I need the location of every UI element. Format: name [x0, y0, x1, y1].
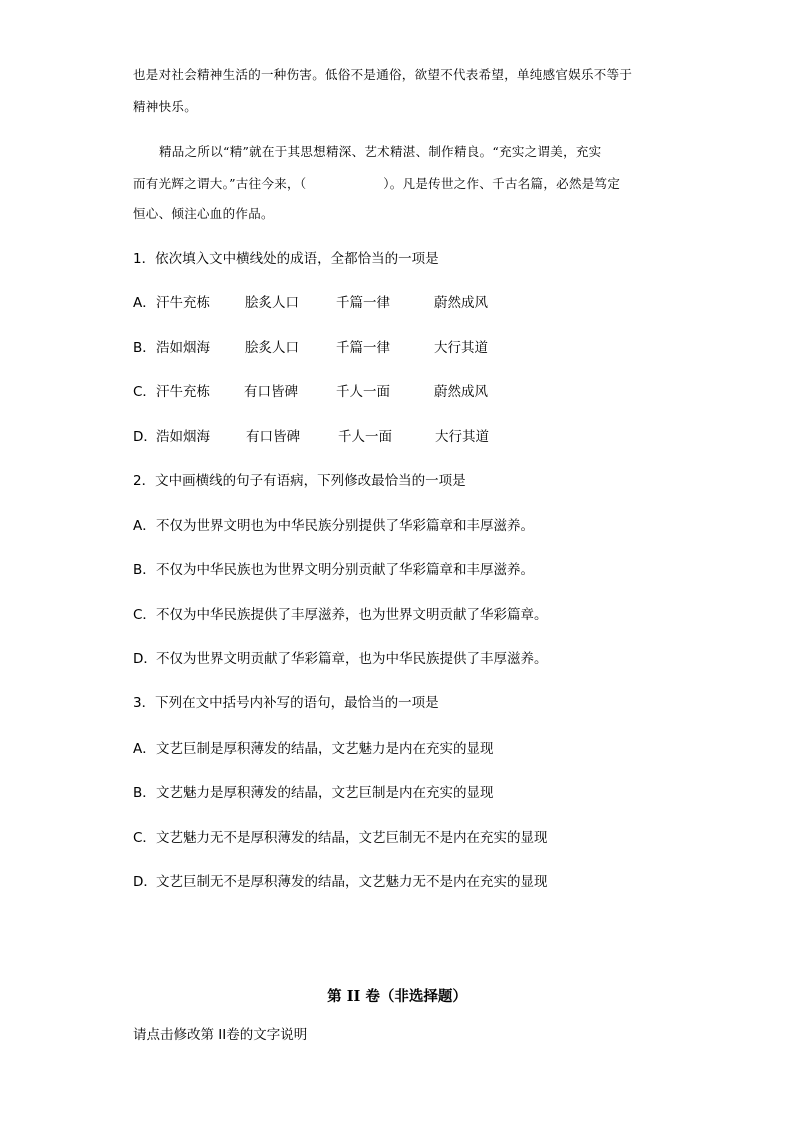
option-word: 千人一面	[336, 384, 390, 400]
option-letter: C．	[133, 384, 156, 400]
question-2-stem: 2．文中画横线的句子有语病，下列修改最恰当的一项是	[133, 473, 466, 489]
section-2-title: 第 II 卷（非选择题）	[327, 988, 467, 1005]
option-letter: D．	[133, 651, 157, 667]
option-text: 不仅为世界文明也为中华民族分别提供了华彩篇章和丰厚滋养。	[156, 518, 534, 534]
option-text: 不仅为中华民族也为世界文明分别贡献了华彩篇章和丰厚滋养。	[156, 562, 534, 578]
option-letter: B．	[133, 785, 156, 801]
option-letter: D．	[133, 874, 157, 890]
option-word: 有口皆碑	[244, 384, 298, 400]
option-text: 文艺巨制是厚积薄发的结晶，文艺魅力是内在充实的显现	[156, 741, 494, 757]
question-3-stem: 3．下列在文中括号内补写的语句，最恰当的一项是	[133, 695, 439, 711]
option-word: 汗牛充栋	[156, 295, 210, 311]
option-word: 脍炙人口	[245, 340, 299, 356]
option-word: 蔚然成风	[434, 384, 488, 400]
option-word: 脍炙人口	[245, 295, 299, 311]
option-word: 浩如烟海	[156, 340, 210, 356]
option-word: 大行其道	[435, 429, 489, 445]
option-text: 文艺魅力无不是厚积薄发的结晶，文艺巨制无不是内在充实的显现	[156, 830, 548, 846]
option-word: 有口皆碑	[246, 429, 300, 445]
option-text: 不仅为世界文明贡献了华彩篇章，也为中华民族提供了丰厚滋养。	[156, 651, 548, 667]
passage-line-1: 也是对社会精神生活的一种伤害。低俗不是通俗，欲望不代表希望，单纯感官娱乐不等于	[133, 67, 633, 82]
option-letter: C．	[133, 830, 156, 846]
option-text: 文艺巨制无不是厚积薄发的结晶，文艺魅力无不是内在充实的显现	[156, 874, 548, 890]
option-letter: B．	[133, 340, 156, 356]
option-word: 浩如烟海	[156, 429, 210, 445]
passage-line-3: 精品之所以“精”就在于其思想精深、艺术精湛、制作精良。“充实之谓美，充实	[159, 144, 602, 159]
section-2-description[interactable]: 请点击修改第 II卷的文字说明	[133, 1027, 308, 1043]
passage-line-5: 恒心、倾注心血的作品。	[133, 206, 274, 221]
option-word: 千人一面	[338, 429, 392, 445]
option-letter: D．	[133, 429, 157, 445]
passage-line-4: 而有光辉之谓大。”古往今来，（ ）。凡是传世之作、千古名篇，必然是笃定	[133, 176, 621, 191]
option-letter: A．	[133, 295, 156, 311]
option-text: 不仅为中华民族提供了丰厚滋养，也为世界文明贡献了华彩篇章。	[156, 607, 548, 623]
option-word: 蔚然成风	[434, 295, 488, 311]
passage-line-2: 精神快乐。	[133, 99, 198, 114]
option-word: 千篇一律	[336, 295, 390, 311]
question-1-stem: 1．依次填入文中横线处的成语，全都恰当的一项是	[133, 251, 439, 267]
option-letter: A．	[133, 518, 156, 534]
option-word: 汗牛充栋	[156, 384, 210, 400]
option-text: 文艺魅力是厚积薄发的结晶，文艺巨制是内在充实的显现	[156, 785, 494, 801]
option-letter: B．	[133, 562, 156, 578]
option-letter: A．	[133, 741, 156, 757]
option-word: 大行其道	[434, 340, 488, 356]
option-letter: C．	[133, 607, 156, 623]
option-word: 千篇一律	[336, 340, 390, 356]
